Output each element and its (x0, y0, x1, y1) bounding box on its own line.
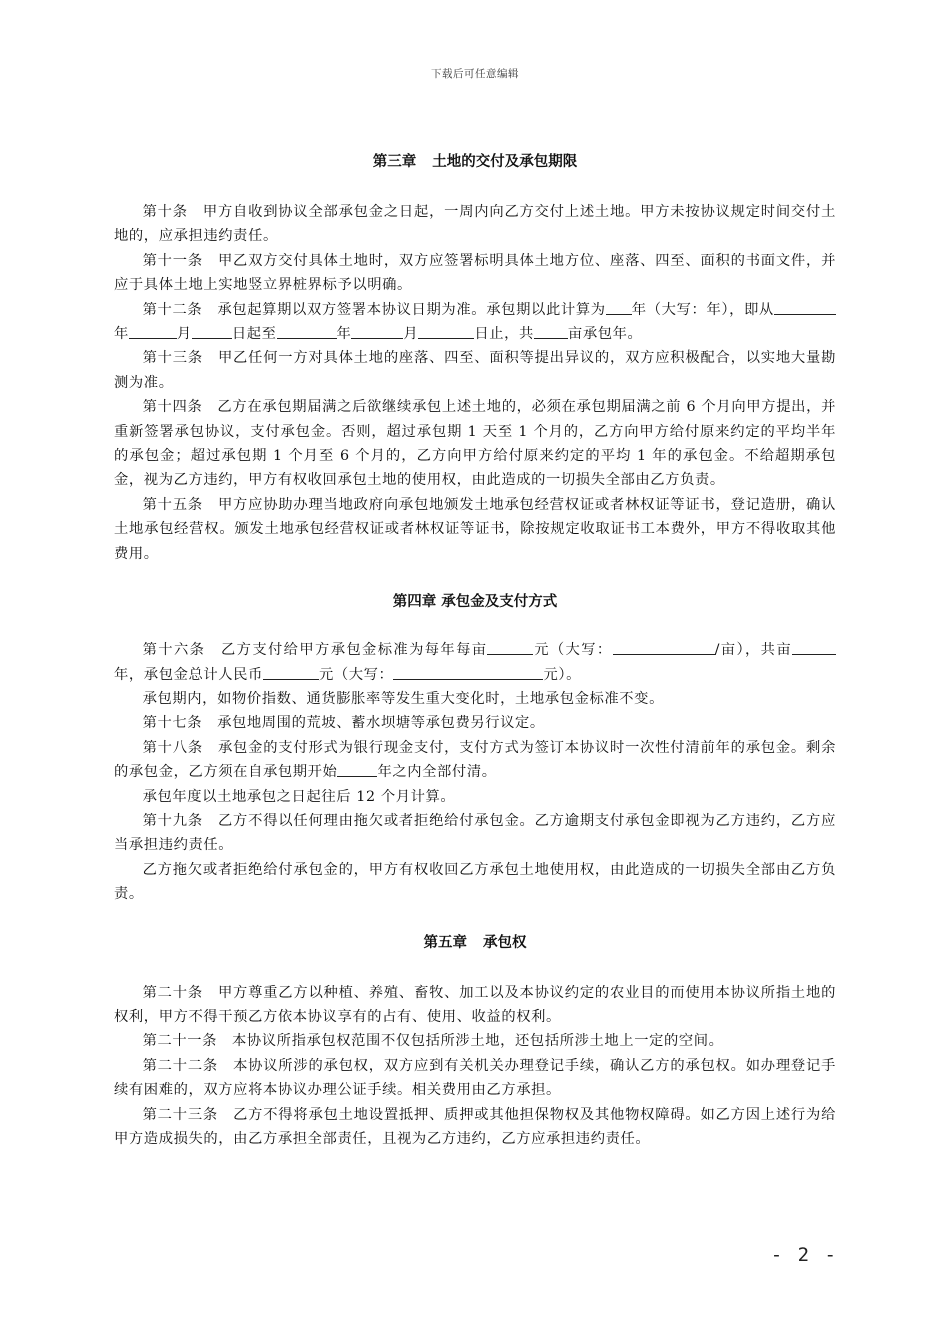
blank-end-year[interactable] (277, 324, 337, 339)
article-number: 第十二条 (142, 301, 203, 318)
article-text: 年之内全部付清。 (377, 764, 497, 781)
article-16-paragraph-2: 承包期内，如物价指数、通货膨胀率等发生重大变化时，土地承包金标准不变。 (142, 690, 664, 707)
blank-end-day[interactable] (418, 324, 474, 339)
article-text: 元（大写： (533, 642, 613, 659)
article-text: 甲方应协助办理当地政府向承包地颁发土地承包经营权证或者林权证等证书，登记造册，确认土地承包经营权。颁发土地承包经营权证或者林权证等证书，除按规定收取证书工本费外，甲方不得收取其他费用。 (114, 496, 836, 562)
article-14 (114, 395, 836, 493)
blank-total-amount[interactable] (263, 665, 319, 680)
article-text: /亩），共 (714, 642, 777, 659)
chapter-5-title (114, 931, 836, 955)
article-number: 第二十二条 (142, 1057, 218, 1074)
article-text: 亩 (776, 642, 793, 659)
article-text: 本协议所涉的承包权，双方应到有关机关办理登记手续，确认乙方的承包权。如办理登记手续有困难的，双方应将本协议办理公证手续。相关费用由乙方承担。 (114, 1057, 836, 1099)
article-22 (114, 1054, 836, 1103)
article-text: 月 (176, 326, 192, 343)
article-text: 日止，共 (474, 326, 534, 343)
article-text: 年），即从 (706, 301, 774, 318)
page-header: 下载后可任意编辑 (431, 68, 519, 80)
blank-fee-per-mu[interactable] (487, 640, 533, 655)
article-text: 本协议所指承包权范围不仅包括所涉土地，还包括所涉土地上一定的空间。 (231, 1033, 724, 1050)
article-text: 乙方支付给甲方承包金标准为每年每亩 (220, 642, 488, 659)
article-text: 元）。 (543, 666, 581, 683)
document-body (114, 150, 836, 1151)
chapter-3-title (114, 150, 836, 174)
article-text: 年（大写： (631, 301, 707, 318)
article-23 (114, 1103, 836, 1152)
article-number: 第十五条 (142, 496, 203, 513)
blank-total-amount-words[interactable] (393, 665, 543, 680)
blank-years[interactable] (606, 300, 632, 315)
article-text: 年 (114, 326, 129, 343)
article-text: 年 (336, 326, 352, 343)
article-20 (114, 981, 836, 1030)
article-text: 乙方不得以任何理由拖欠或者拒绝给付承包金。乙方逾期支付承包金即视为乙方违约，乙方应当承担违约责任。 (114, 812, 836, 854)
blank-start-day[interactable] (192, 324, 232, 339)
article-text: 承包起算期以双方签署本协议日期为准。承包期以此计算为 (217, 301, 606, 318)
page-number: - 2 - (770, 1244, 838, 1266)
chapter-3-number: 第三章 (372, 154, 417, 170)
article-15 (114, 493, 836, 566)
article-text: 日起至 (231, 326, 277, 343)
article-number: 第十一条 (142, 252, 203, 269)
article-number: 第十六条 (142, 642, 206, 659)
article-16 (114, 638, 836, 687)
article-11 (114, 249, 836, 298)
chapter-5-number: 第五章 (423, 934, 467, 951)
blank-years-total[interactable] (792, 640, 836, 655)
chapter-5-name: 承包权 (483, 934, 527, 951)
blank-end-month[interactable] (351, 324, 403, 339)
article-number: 第二十条 (142, 984, 203, 1001)
article-number: 第十七条 (142, 715, 203, 732)
blank-area[interactable] (534, 324, 568, 339)
article-text: 承包地周围的荒坡、蓄水坝塘等承包费另行议定。 (217, 715, 545, 732)
article-number: 第十八条 (142, 739, 203, 756)
article-12 (114, 298, 836, 347)
article-21 (114, 1029, 836, 1053)
article-19 (114, 809, 836, 858)
chapter-4-title: 第四章 承包金及支付方式 (392, 594, 558, 611)
article-10 (114, 200, 836, 249)
article-17 (114, 711, 836, 735)
article-text: 月 (403, 326, 419, 343)
article-text: 甲方自收到协议全部承包金之日起，一周内向乙方交付上述土地。甲方未按协议规定时间交付土地的，应承担违约责任。 (114, 204, 836, 245)
article-text: 乙方在承包期届满之后欲继续承包上述土地的，必须在承包期届满之前 6 个月向甲方提出，并重新签署承包协议，支付承包金。否则，超过承包期 1 天至 1 个月的，乙方向甲方给付原来约定的平均半年的承包金；超过承包期 1 个月至 6 个月的，乙方向甲方给付原来约定的平均 1 年的承包金。不给超期承包金，视为乙方违约，甲方有权收回承包土地的使用权，由此造成的一切损失全部由乙方负责。 (114, 399, 836, 489)
blank-start-year[interactable] (774, 300, 836, 315)
article-number: 第十四条 (142, 399, 203, 416)
article-number: 第二十一条 (142, 1033, 218, 1050)
article-text: 年，承包金总计人民币 (114, 666, 263, 683)
chapter-3-name: 土地的交付及承包期限 (432, 154, 578, 170)
article-18 (114, 736, 836, 785)
article-text: 承包金的支付形式为银行现金支付，支付方式为签订本协议时一次性付清前年的承包金。剩余的承包金，乙方须在自承包期开始 (114, 739, 836, 781)
blank-start-month[interactable] (129, 324, 177, 339)
article-number: 第十条 (142, 204, 188, 220)
article-18-paragraph-2: 承包年度以土地承包之日起往后 12 个月计算。 (142, 788, 456, 805)
article-text: 甲乙任何一方对具体土地的座落、四至、面积等提出异议的，双方应积极配合，以实地大量勘测为准。 (114, 350, 836, 391)
article-number: 第二十三条 (142, 1106, 218, 1123)
article-19-paragraph-2: 乙方拖欠或者拒绝给付承包金的，甲方有权收回乙方承包土地使用权，由此造成的一切损失全部由乙方负责。 (114, 861, 836, 903)
article-text: 甲方尊重乙方以种植、养殖、畜牧、加工以及本协议约定的农业目的而使用本协议所指土地的权利，甲方不得干预乙方依本协议享有的占有、使用、收益的权利。 (114, 984, 836, 1025)
article-text: 亩承包年。 (567, 326, 643, 343)
article-text: 甲乙双方交付具体土地时，双方应签署标明具体土地方位、座落、四至、面积的书面文件，并应于具体土地上实地竖立界桩界标予以明确。 (114, 252, 836, 294)
blank-payment-years[interactable] (337, 762, 377, 777)
article-text: 乙方不得将承包土地设置抵押、质押或其他担保物权及其他物权障碍。如乙方因上述行为给甲方造成损失的，由乙方承担全部责任，且视为乙方违约，乙方应承担违约责任。 (114, 1106, 836, 1147)
article-number: 第十三条 (142, 350, 203, 367)
blank-fee-per-mu-words[interactable] (613, 640, 715, 655)
article-text: 元（大写： (318, 666, 394, 683)
article-number: 第十九条 (142, 812, 203, 829)
article-13 (114, 346, 836, 395)
